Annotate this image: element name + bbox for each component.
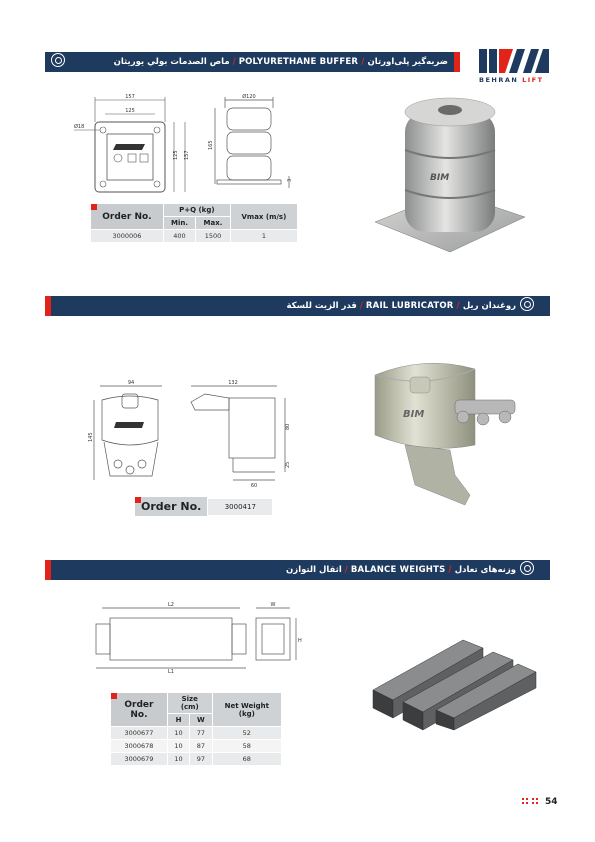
col-min: Min. xyxy=(164,217,195,229)
cell-vmax: 1 xyxy=(231,230,297,242)
cell-order: 3000678 xyxy=(111,740,167,752)
cell-w: 77 xyxy=(190,727,211,739)
page-number: 54 xyxy=(545,797,558,807)
dim-3: 3 xyxy=(287,178,293,182)
col-order-no: Order No. xyxy=(91,204,163,229)
cell-weight: 52 xyxy=(213,727,281,739)
table-row xyxy=(111,740,281,752)
cell-w: 87 xyxy=(190,740,211,752)
col-pq: P+Q (kg) xyxy=(164,204,230,216)
title-en: POLYURETHANE BUFFER xyxy=(238,57,359,67)
section-banner-rail-lubricator xyxy=(45,296,550,316)
col-max: Max. xyxy=(196,217,230,229)
rail-lubricator-image xyxy=(365,355,530,505)
logo-text-accent: LIFT xyxy=(522,76,544,84)
order-no-value: 3000417 xyxy=(208,499,272,515)
title-en: RAIL LUBRICATOR xyxy=(365,301,454,311)
buffer-spec-table xyxy=(90,203,298,243)
dim-145: 145 xyxy=(88,432,94,442)
buffer-side-drawing xyxy=(205,92,295,200)
cell-order: 3000677 xyxy=(111,727,167,739)
banner-accent xyxy=(45,296,51,316)
dim-l1: L1 xyxy=(168,669,174,675)
svg-text:BIM: BIM xyxy=(403,409,425,420)
cell-h: 10 xyxy=(168,753,189,765)
logo-wordmark xyxy=(479,76,544,84)
page-dots-decoration xyxy=(522,798,542,806)
dim-25: 25 xyxy=(285,461,291,468)
section-banner-polyurethane-buffer xyxy=(45,52,460,72)
banner-accent xyxy=(45,560,51,580)
title-ar: ماص الصدمات بولي يوريثان xyxy=(113,57,230,67)
cell-h: 10 xyxy=(168,727,189,739)
section-banner-balance-weights xyxy=(45,560,550,580)
banner-accent xyxy=(454,52,460,72)
dim-w: W xyxy=(270,602,276,608)
cell-order: 3000006 xyxy=(91,230,163,242)
dim-94: 94 xyxy=(127,380,135,386)
title-en: BALANCE WEIGHTS xyxy=(350,565,446,575)
table-row xyxy=(111,727,281,739)
col-h: H xyxy=(168,714,189,726)
polyurethane-buffer-image xyxy=(370,92,530,257)
col-net-weight: Net Weight (kg) xyxy=(213,693,281,726)
col-size: Size (cm) xyxy=(168,693,212,713)
dim-l2: L2 xyxy=(168,602,174,608)
gear-icon xyxy=(520,297,534,311)
cell-max: 1500 xyxy=(196,230,230,242)
dim-h: H xyxy=(298,638,302,644)
dim-phi120: Ø120 xyxy=(242,94,256,100)
order-no-label: Order No. xyxy=(135,497,207,516)
dim-157: 157 xyxy=(125,94,135,100)
logo-text-main: BEHRAN xyxy=(479,76,519,84)
gear-icon xyxy=(51,53,65,67)
cell-order: 3000679 xyxy=(111,753,167,765)
dim-125v: 125 xyxy=(173,150,179,160)
cell-min: 400 xyxy=(164,230,195,242)
section-title: قدر الزيت للسكة / RAIL LUBRICATOR / روغندان ریل xyxy=(286,301,516,311)
table-row xyxy=(111,753,281,765)
dim-157v: 157 xyxy=(184,150,190,160)
dim-80: 80 xyxy=(285,423,291,430)
col-w: W xyxy=(190,714,211,726)
buffer-plate-drawing xyxy=(70,92,200,200)
cell-h: 10 xyxy=(168,740,189,752)
gear-icon xyxy=(520,561,534,575)
svg-text:BIM: BIM xyxy=(430,173,450,183)
dim-132: 132 xyxy=(228,380,238,386)
table-row xyxy=(91,230,297,242)
cell-w: 97 xyxy=(190,753,211,765)
dim-125: 125 xyxy=(125,108,135,114)
lubricator-order-box xyxy=(135,497,272,516)
title-fa: ضربه‌گیر پلی‌اورتان xyxy=(367,57,448,67)
balance-weight-table xyxy=(110,692,282,766)
cell-weight: 68 xyxy=(213,753,281,765)
behran-lift-logo xyxy=(479,47,549,77)
title-fa: وزنه‌های تعادل xyxy=(454,565,516,575)
col-vmax: Vmax (m/s) xyxy=(231,204,297,229)
cell-weight: 58 xyxy=(213,740,281,752)
lubricator-side-drawing xyxy=(185,380,295,490)
balance-weights-image xyxy=(368,630,538,730)
title-fa: روغندان ریل xyxy=(462,301,516,311)
col-order-no: Order No. xyxy=(111,693,167,726)
dim-165: 165 xyxy=(208,140,214,150)
section-title: اثقال التوازن / BALANCE WEIGHTS / وزنه‌های تعادل xyxy=(286,565,516,575)
title-ar: اثقال التوازن xyxy=(286,565,342,575)
title-ar: قدر الزيت للسكة xyxy=(286,301,357,311)
lubricator-front-drawing xyxy=(90,380,170,490)
balance-weight-drawing xyxy=(90,602,300,674)
section-title: ماص الصدمات بولي يوريثان / POLYURETHANE BUFFER / ضربه‌گیر پلی‌اورتان xyxy=(113,57,448,67)
dim-60: 60 xyxy=(250,483,258,489)
dim-phi18: Ø18 xyxy=(74,124,85,130)
